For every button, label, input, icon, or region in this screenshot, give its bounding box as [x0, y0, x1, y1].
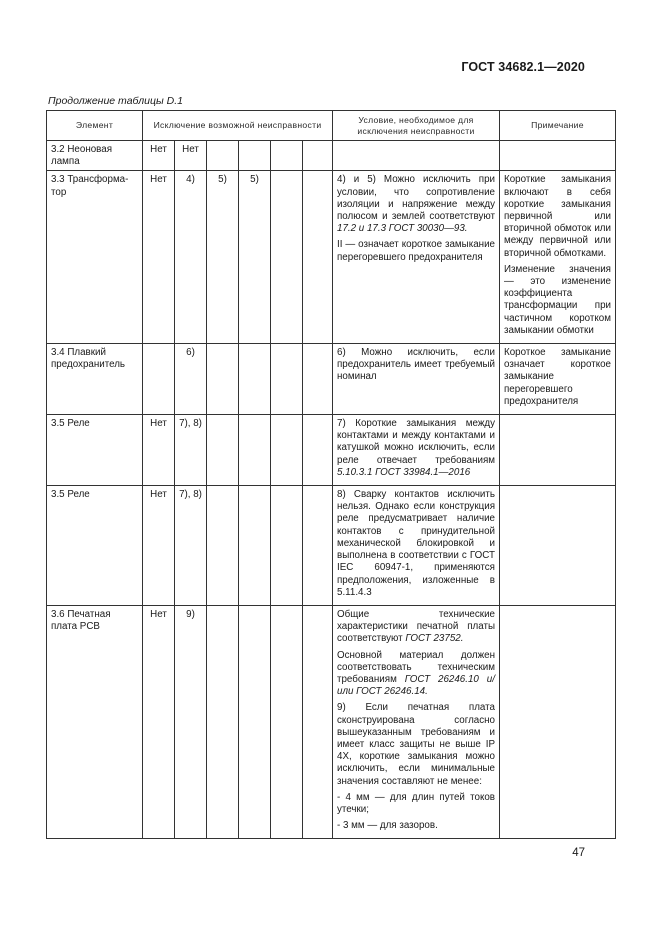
condition-paragraph: 8) Сварку контактов исключить нельзя. Однако если конструкция реле предусматривает наличие контактов с принудительной механической блокировкой и выполнена в соответствии с ГОСТ IEC 60947-1, применяются предположения, изложенные в 5.11.4.3: [337, 489, 495, 598]
condition-cell: [333, 171, 500, 344]
condition-paragraph: Основной материал должен соответствовать техническим требованиям ГОСТ 26246.10 и/или ГОСТ 26246.14.: [337, 649, 495, 698]
exclusion-cell: [303, 344, 333, 415]
note-paragraph: Короткое замыкание означает короткое замыкание перегоревшего предохранителя: [504, 347, 611, 407]
element-cell: 3.4 Плавкий предохранитель: [47, 344, 143, 415]
condition-paragraph: 4) и 5) Можно исключить при условии, что сопротивление изоляции и напряжение между полюсом и землей соответствуют 17.2 и 17.3 ГОСТ 30030—93.: [337, 174, 495, 235]
col-header-note: Примечание: [500, 111, 616, 141]
condition-paragraph: II — означает короткое замыкание перегоревшего предохранителя: [337, 239, 495, 263]
exclusion-cell: [239, 141, 271, 171]
table-caption: Продолжение таблицы D.1: [48, 95, 183, 107]
col-header-exclusion: Исключение возможной неисправности: [143, 111, 333, 141]
condition-paragraph: Общие технические характеристики печатной платы соответствуют ГОСТ 23752.: [337, 608, 495, 645]
condition-paragraph: 6) Можно исключить, если предохранитель имеет требуемый номинал: [337, 347, 495, 383]
table-row: [47, 171, 616, 344]
exclusion-cell: Нет: [143, 486, 175, 606]
exclusion-cell: [271, 141, 303, 171]
condition-cell: [333, 415, 500, 486]
condition-cell: [333, 141, 500, 171]
note-cell: [500, 486, 616, 606]
table-row: [47, 415, 616, 486]
exclusion-cell: 7), 8): [175, 486, 207, 606]
exclusion-cell: [303, 605, 333, 838]
exclusion-cell: 7), 8): [175, 415, 207, 486]
exclusion-cell: Нет: [143, 415, 175, 486]
exclusion-cell: Нет: [143, 605, 175, 838]
condition-cell: [333, 486, 500, 606]
exclusion-cell: [271, 171, 303, 344]
exclusion-cell: [207, 605, 239, 838]
table-d1: [46, 110, 616, 839]
exclusion-cell: [303, 415, 333, 486]
element-cell: 3.6 Печатная плата PCB: [47, 605, 143, 838]
note-cell: [500, 605, 616, 838]
exclusion-cell: 6): [175, 344, 207, 415]
exclusion-cell: [239, 486, 271, 606]
note-paragraph: Короткие замыкания включают в себя короткие замыкания первичной или вторичной обмоток или между первичной или вторичной обмотками.: [504, 174, 611, 259]
exclusion-cell: [271, 344, 303, 415]
header-row: [47, 111, 616, 141]
col-header-condition: Условие, необходимое для исключения неисправности: [333, 111, 500, 141]
exclusion-cell: [143, 344, 175, 415]
exclusion-cell: [207, 344, 239, 415]
condition-cell: [333, 344, 500, 415]
table-row: [47, 605, 616, 838]
exclusion-cell: [207, 141, 239, 171]
col-header-element: Элемент: [47, 111, 143, 141]
standard-code: ГОСТ 34682.1—2020: [461, 60, 585, 74]
element-cell: 3.5 Реле: [47, 415, 143, 486]
note-cell: [500, 415, 616, 486]
exclusion-cell: [239, 415, 271, 486]
condition-list-item: - 4 мм — для длин путей токов утечки;: [337, 791, 495, 815]
element-cell: 3.5 Реле: [47, 486, 143, 606]
page-number: 47: [572, 847, 585, 859]
note-cell: [500, 171, 616, 344]
condition-list-item: - 3 мм — для зазоров.: [337, 820, 438, 832]
table-row: [47, 344, 616, 415]
note-cell: [500, 141, 616, 171]
table-row: [47, 141, 616, 171]
note-cell: [500, 344, 616, 415]
element-cell: 3.3 Трансформа-тор: [47, 171, 143, 344]
exclusion-cell: [303, 171, 333, 344]
exclusion-cell: 9): [175, 605, 207, 838]
condition-cell: [333, 605, 500, 838]
exclusion-cell: [271, 605, 303, 838]
exclusion-cell: 4): [175, 171, 207, 344]
exclusion-cell: Нет: [143, 141, 175, 171]
exclusion-cell: Нет: [143, 171, 175, 344]
condition-paragraph: 7) Короткие замыкания между контактами и между контактами и катушкой можно исключить, если реле отвечает требованиям 5.10.3.1 ГОСТ 33984.1—2016: [337, 418, 495, 478]
exclusion-cell: 5): [239, 171, 271, 344]
condition-paragraph: 9) Если печатная плата сконструирована согласно вышеуказанным требованиям и имеет класс защиты не выше IP 4X, короткие замыкания можно исключить, если минимальные значения составляют не менее:: [337, 702, 495, 787]
note-paragraph: Изменение значения — это изменение коэффициента трансформации при частичном коротком замыкании обмотки: [504, 263, 611, 336]
exclusion-cell: [271, 486, 303, 606]
table-row: [47, 486, 616, 606]
exclusion-cell: [303, 486, 333, 606]
element-cell: 3.2 Неоновая лампа: [47, 141, 143, 171]
exclusion-cell: [271, 415, 303, 486]
exclusion-cell: [239, 344, 271, 415]
exclusion-cell: [239, 605, 271, 838]
exclusion-cell: [303, 141, 333, 171]
exclusion-cell: [207, 415, 239, 486]
exclusion-cell: 5): [207, 171, 239, 344]
exclusion-cell: Нет: [175, 141, 207, 171]
exclusion-cell: [207, 486, 239, 606]
